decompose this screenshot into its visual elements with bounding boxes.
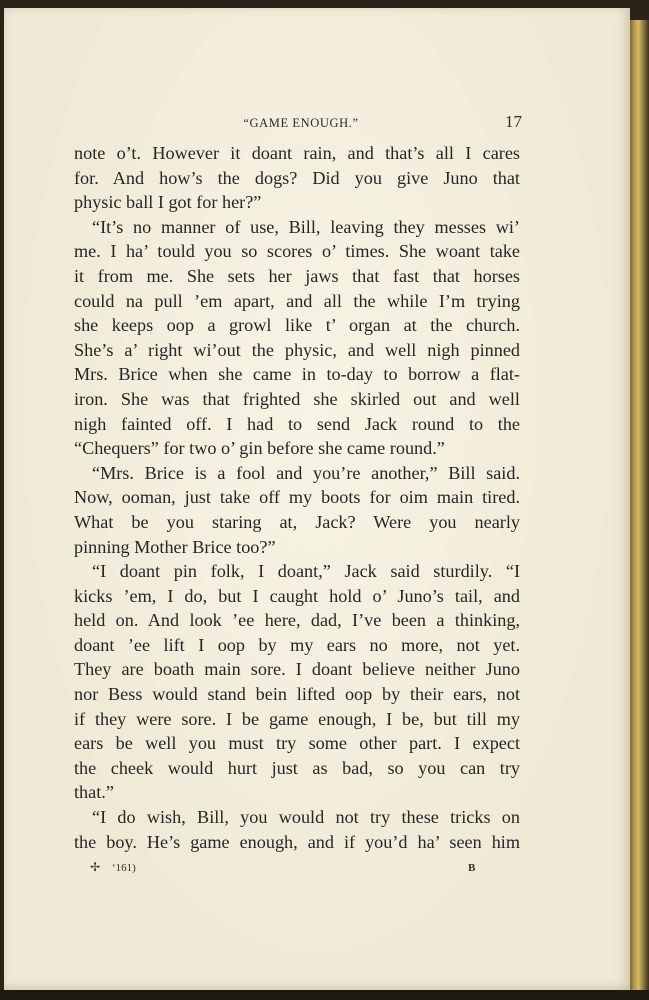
running-title: “GAME ENOUGH.”: [243, 116, 359, 130]
text-line: What be you staring at, Jack? Were you nearly: [74, 511, 520, 532]
signature-letter: B: [468, 862, 476, 874]
page-bottom-edge: [0, 990, 649, 1000]
text-line: “I doant pin folk, I doant,” Jack said sturdily. “I: [92, 561, 520, 582]
text-line: Now, ooman, just take off my boots for oim main tired.: [74, 487, 520, 508]
text-line: iron. She was that frighted she skirled out and well: [74, 388, 520, 409]
text-line: She’s a’ right wi’out the physic, and well nigh pinned: [74, 339, 520, 360]
text-line: nor Bess would stand bein lifted oop by their ears, not: [74, 684, 520, 705]
text-line: physic ball I got for her?”: [74, 192, 262, 213]
text-line: that.”: [74, 782, 114, 803]
book-spine-edge: [630, 20, 649, 990]
text-line: doant ’ee lift I oop by my ears no more, not yet.: [74, 634, 520, 655]
text-line: held on. And look ’ee here, dad, I’ve been a thinking,: [74, 610, 520, 631]
page-footer: [74, 860, 520, 880]
text-line: the boy. He’s game enough, and if you’d ha’ seen him: [74, 831, 520, 852]
page-number: 17: [505, 112, 522, 131]
text-line: if they were sore. I be game enough, I be, but till my: [74, 708, 520, 729]
text-line: could na pull ’em apart, and all the while I’m trying: [74, 290, 520, 311]
text-line: the cheek would hurt just as bad, so you can try: [74, 757, 520, 778]
signature-number: ‘161): [112, 862, 136, 874]
text-line: “Mrs. Brice is a fool and you’re another,” Bill said.: [92, 462, 520, 483]
text-line: pinning Mother Brice too?”: [74, 536, 276, 557]
running-header: [78, 112, 524, 136]
text-line: she keeps oop a growl like t’ organ at the church.: [74, 315, 520, 336]
text-line: “Chequers” for two o’ gin before she came round.”: [74, 438, 445, 459]
text-line: Mrs. Brice when she came in to-day to borrow a flat-: [74, 364, 520, 385]
text-line: “I do wish, Bill, you would not try these tricks on: [92, 807, 520, 828]
text-line: nigh fainted off. I had to send Jack round to the: [74, 413, 520, 434]
text-line: me. I ha’ tould you so scores o’ times. She woant take: [74, 241, 520, 262]
body-text: [74, 141, 520, 854]
text-line: for. And how’s the dogs? Did you give Juno that: [74, 167, 520, 188]
text-line: kicks ’em, I do, but I caught hold o’ Juno’s tail, and: [74, 585, 520, 606]
printer-mark: ✢: [90, 860, 101, 874]
text-line: ears be well you must try some other part. I expect: [74, 733, 520, 754]
text-line: note o’t. However it doant rain, and that’s all I cares: [74, 143, 520, 163]
text-line: “It’s no manner of use, Bill, leaving they messes wi’: [92, 216, 520, 237]
text-line: They are boath main sore. I doant believe neither Juno: [74, 659, 520, 680]
text-line: it from me. She sets her jaws that fast that horses: [74, 265, 520, 286]
